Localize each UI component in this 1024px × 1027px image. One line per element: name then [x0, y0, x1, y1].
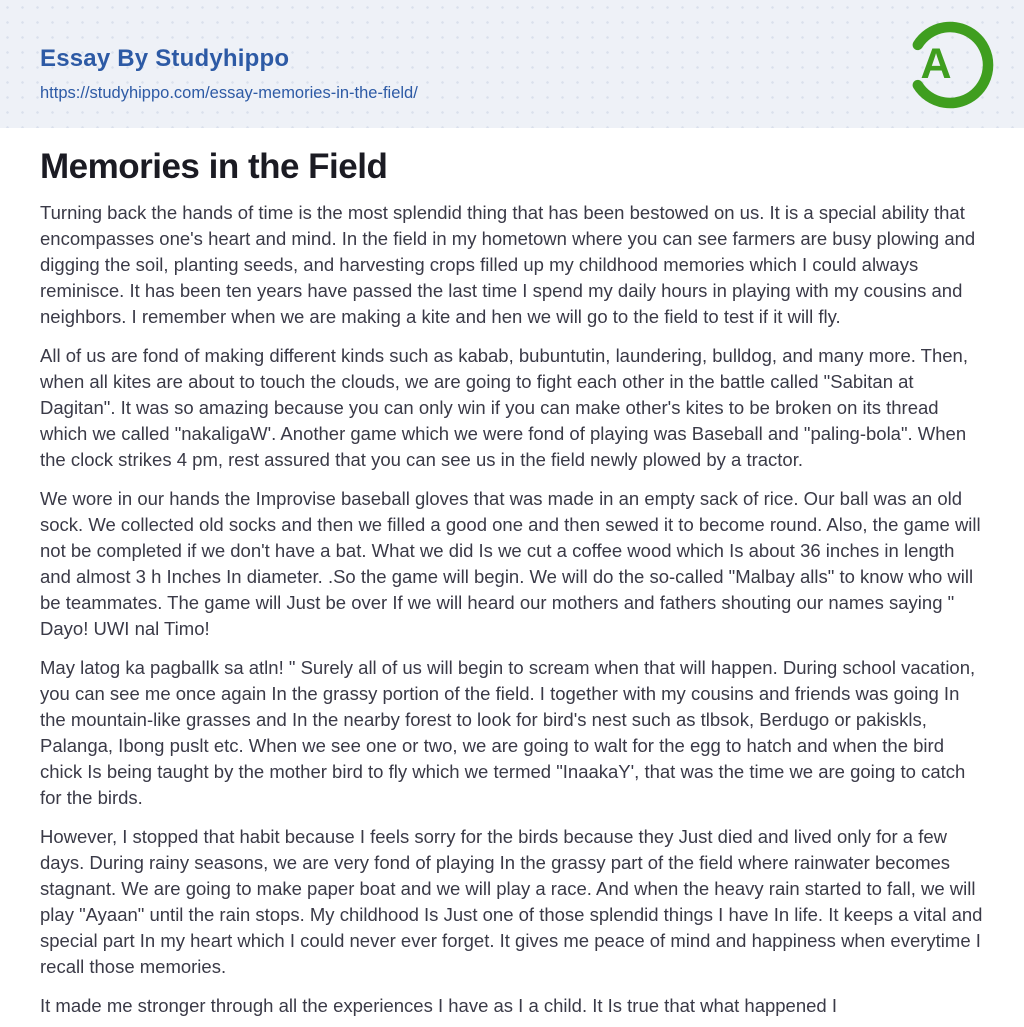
essay-paragraph-2: All of us are fond of making different kinds such as kabab, bubuntutin, laundering, bulldog, and many more. Then, when all kites are about to touch the clouds, we are going to fight each other in the battle called "Sabitan at Dagitan". It was so amazing because you can only win if you can make other's kites to be broken on its thread which we called "nakaligaW'. Another game which we were fond of playing was Baseball and "paling-bola". When the clock strikes 4 pm, rest assured that you can see us in the field newly plowed by a tractor. — [40, 344, 968, 470]
page-url-link[interactable]: https://studyhippo.com/essay-memories-in-the-field/ — [40, 84, 418, 103]
essay-paragraph-1: Turning back the hands of time is the most splendid thing that has been bestowed on us. It is a special ability that encompasses one's heart and mind. In the field in my hometown where you can see farmers are busy plowing and digging the soil, planting seeds, and harvesting crops filled up my childhood memories which I could always reminisce. It has been ten years have passed the last time I spend my daily hours in playing with my cousins and neighbors. I remember when we are making a kite and hen we will go to the field to test if it will fly. — [40, 201, 976, 327]
studyhippo-logo — [905, 20, 995, 110]
essay-paragraph-6: It made me stronger through all the experiences I have as I a child. It Is true that what happened I — [40, 994, 837, 1016]
essay-paragraph-3: We wore in our hands the Improvise baseball gloves that was made in an empty sack of rice. Our ball was an old sock. We collected old socks and then we filled a good one and then sewed it to become round. Also, the game will not be completed if we don't have a bat. What we did Is we cut a coffee wood which Is about 36 inches in length and almost 3 h Inches In diameter. .So the game will begin. We will do the so-called "Malbay alls" to know who will be teammates. The game will Just be over If we will heard our mothers and fathers shouting our names saying " Dayo! UWI nal Timo! — [40, 487, 981, 639]
essay-title: Memories in the Field — [40, 147, 388, 186]
logo-letter: A — [920, 40, 952, 88]
logo-ring-icon — [905, 20, 995, 110]
essay-paragraph-5: However, I stopped that habit because I feels sorry for the birds because they Just died and lived only for a few days. During rainy seasons, we are very fond of playing In the grassy part of the field where rainwater becomes stagnant. We are going to make paper boat and we will play a race. And when the heavy rain started to fall, we will play "Ayaan" until the rain stops. My childhood Is Just one of those splendid things I have In life. It keeps a vital and special part In my heart which I could never ever forget. It gives me peace of mind and happiness when everytime I recall those memories. — [40, 825, 983, 977]
essay-paragraph-4: May latog ka pagballk sa atln! " Surely all of us will begin to scream when that will happen. During school vacation, you can see me once again In the grassy portion of the field. I together with my cousins and friends was going In the mountain-like grasses and In the nearby forest to look for bird's nest such as tlbsok, Berdugo or pakiskls, Palanga, Ibong puslt etc. When we see one or two, we are going to walt for the egg to hatch and when the bird chick Is being taught by the mother bird to fly which we termed "InaakaY', that was the time we are going to catch for the birds. — [40, 656, 976, 808]
page-header — [0, 0, 1024, 128]
essay-content — [0, 148, 1024, 1019]
site-title-link[interactable]: Essay By Studyhippo — [40, 45, 290, 72]
